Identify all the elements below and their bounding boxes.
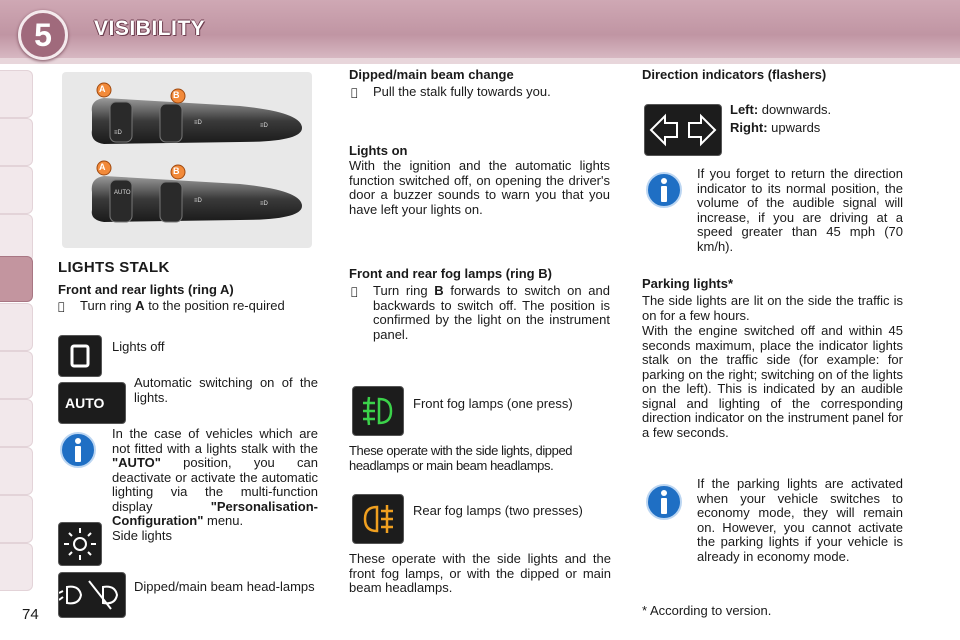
direction-heading: Direction indicators (flashers) <box>642 67 827 82</box>
info-auto-text-top: In the case of vehicles which are not fitted with a lights stalk with the "AUTO" position, you can deactivate or activate the automatic lighting via the multi-function display "Personalisation-Configuration" menu. <box>112 426 318 528</box>
side-lights-icon <box>58 522 102 566</box>
lights-off-icon <box>58 335 102 377</box>
fog-heading: Front and rear fog lamps (ring B) <box>349 266 552 281</box>
chapter-title: VISIBILITY <box>94 17 206 40</box>
side-tab-1[interactable] <box>0 70 33 118</box>
direction-right: Right: upwards <box>730 120 821 135</box>
lights-off-label: Lights off <box>112 339 165 354</box>
side-tab-9[interactable] <box>0 447 33 495</box>
info-forget-text: If you forget to return the direction indicator to its normal position, the volume of the audible signal will increase, if you are driving at a speed greater than 45 mph (70 km/h). <box>697 166 903 254</box>
dipped-change-bullet <box>351 86 358 99</box>
svg-text:AUTO: AUTO <box>114 190 131 196</box>
dipped-change-text: Pull the stalk fully towards you. <box>373 84 551 99</box>
front-fog-note: These operate with the side lights, dipped headlamps or main beam headlamps. <box>349 443 573 473</box>
svg-text:≡D: ≡D <box>260 201 268 207</box>
side-tab-6[interactable] <box>0 303 33 351</box>
footnote: * According to version. <box>642 603 772 618</box>
fog-instruction: Turn ring B forwards to switch on and backwards to switch off. The position is confirmed by the light on the instrument panel. <box>373 283 610 342</box>
ring-a-heading: Front and rear lights (ring A) <box>58 282 234 297</box>
lights-on-text: With the ignition and the automatic lights function switched off, on opening the driver's door a buzzer sounds to warn you that you have left your lights on. <box>349 158 610 217</box>
page-number: 74 <box>22 606 39 623</box>
side-tab-11[interactable] <box>0 543 33 591</box>
parking-heading: Parking lights* <box>642 276 734 291</box>
info-economy-text: If the parking lights are activated when your vehicle switches to economy mode, they will remain on. However, you cannot activate the parking lights if your vehicle is already in economy mode. <box>697 476 903 564</box>
parking-paragraph-2: With the engine switched off and within 45 seconds maximum, place the indicator lights stalk on the traffic side (for example: for parking on the right; switching on of the lights on the left). This is indicated by an audible signal and lighting of the corresponding direction indicator on the instrument panel for a few seconds. <box>642 323 903 440</box>
stalk-label-a-top: A <box>99 84 106 94</box>
auto-icon <box>58 382 126 424</box>
side-tab-7[interactable] <box>0 351 33 399</box>
svg-text:≡D: ≡D <box>194 198 202 204</box>
lights-stalk-illustration <box>62 72 312 248</box>
side-tab-8[interactable] <box>0 399 33 447</box>
side-tab-2[interactable] <box>0 118 33 166</box>
side-tab-5-active[interactable] <box>0 256 33 302</box>
lights-on-heading: Lights on <box>349 143 408 158</box>
front-fog-label: Front fog lamps (one press) <box>413 396 573 411</box>
side-tab-10[interactable] <box>0 495 33 543</box>
side-tab-3[interactable] <box>0 166 33 214</box>
info-icon <box>644 170 684 210</box>
parking-paragraph-1: The side lights are lit on the side the traffic is on for a few hours. <box>642 293 903 323</box>
rear-fog-label: Rear fog lamps (two presses) <box>413 503 583 518</box>
dipped-main-beam-icon <box>58 572 126 618</box>
direction-left: Left: downwards. <box>730 102 832 117</box>
svg-text:≡D: ≡D <box>260 123 268 129</box>
stalk-label-b-top: B <box>173 90 180 100</box>
info-icon <box>58 430 98 470</box>
stalk-label-a-bottom: A <box>99 162 106 172</box>
header-strip <box>0 58 960 64</box>
chapter-number-badge: 5 <box>18 10 68 60</box>
auto-icon-label: AUTO <box>65 395 105 411</box>
side-tab-4[interactable] <box>0 214 33 262</box>
fog-bullet <box>351 285 358 298</box>
svg-text:≡D: ≡D <box>194 120 202 126</box>
rear-fog-note: These operate with the side lights and the front fog lamps, or with the dipped or main beam headlamps. <box>349 551 611 595</box>
svg-text:≡D: ≡D <box>114 130 122 136</box>
ring-a-bullet <box>58 300 65 313</box>
ring-a-instruction: Turn ring A to the position re-quired <box>80 298 285 313</box>
rear-fog-lamp-icon <box>352 494 404 544</box>
stalk-drawing <box>62 72 312 248</box>
direction-arrows-icon <box>644 104 722 156</box>
dipped-main-label: Dipped/main beam head-lamps <box>134 579 315 594</box>
side-lights-label: Side lights <box>112 528 172 543</box>
info-icon <box>644 482 684 522</box>
stalk-label-b-bottom: B <box>173 166 180 176</box>
auto-text: Automatic switching on of the lights. <box>134 375 318 405</box>
front-fog-lamp-icon <box>352 386 404 436</box>
dipped-change-heading: Dipped/main beam change <box>349 67 514 82</box>
section-title-lights-stalk: LIGHTS STALK <box>58 259 170 276</box>
